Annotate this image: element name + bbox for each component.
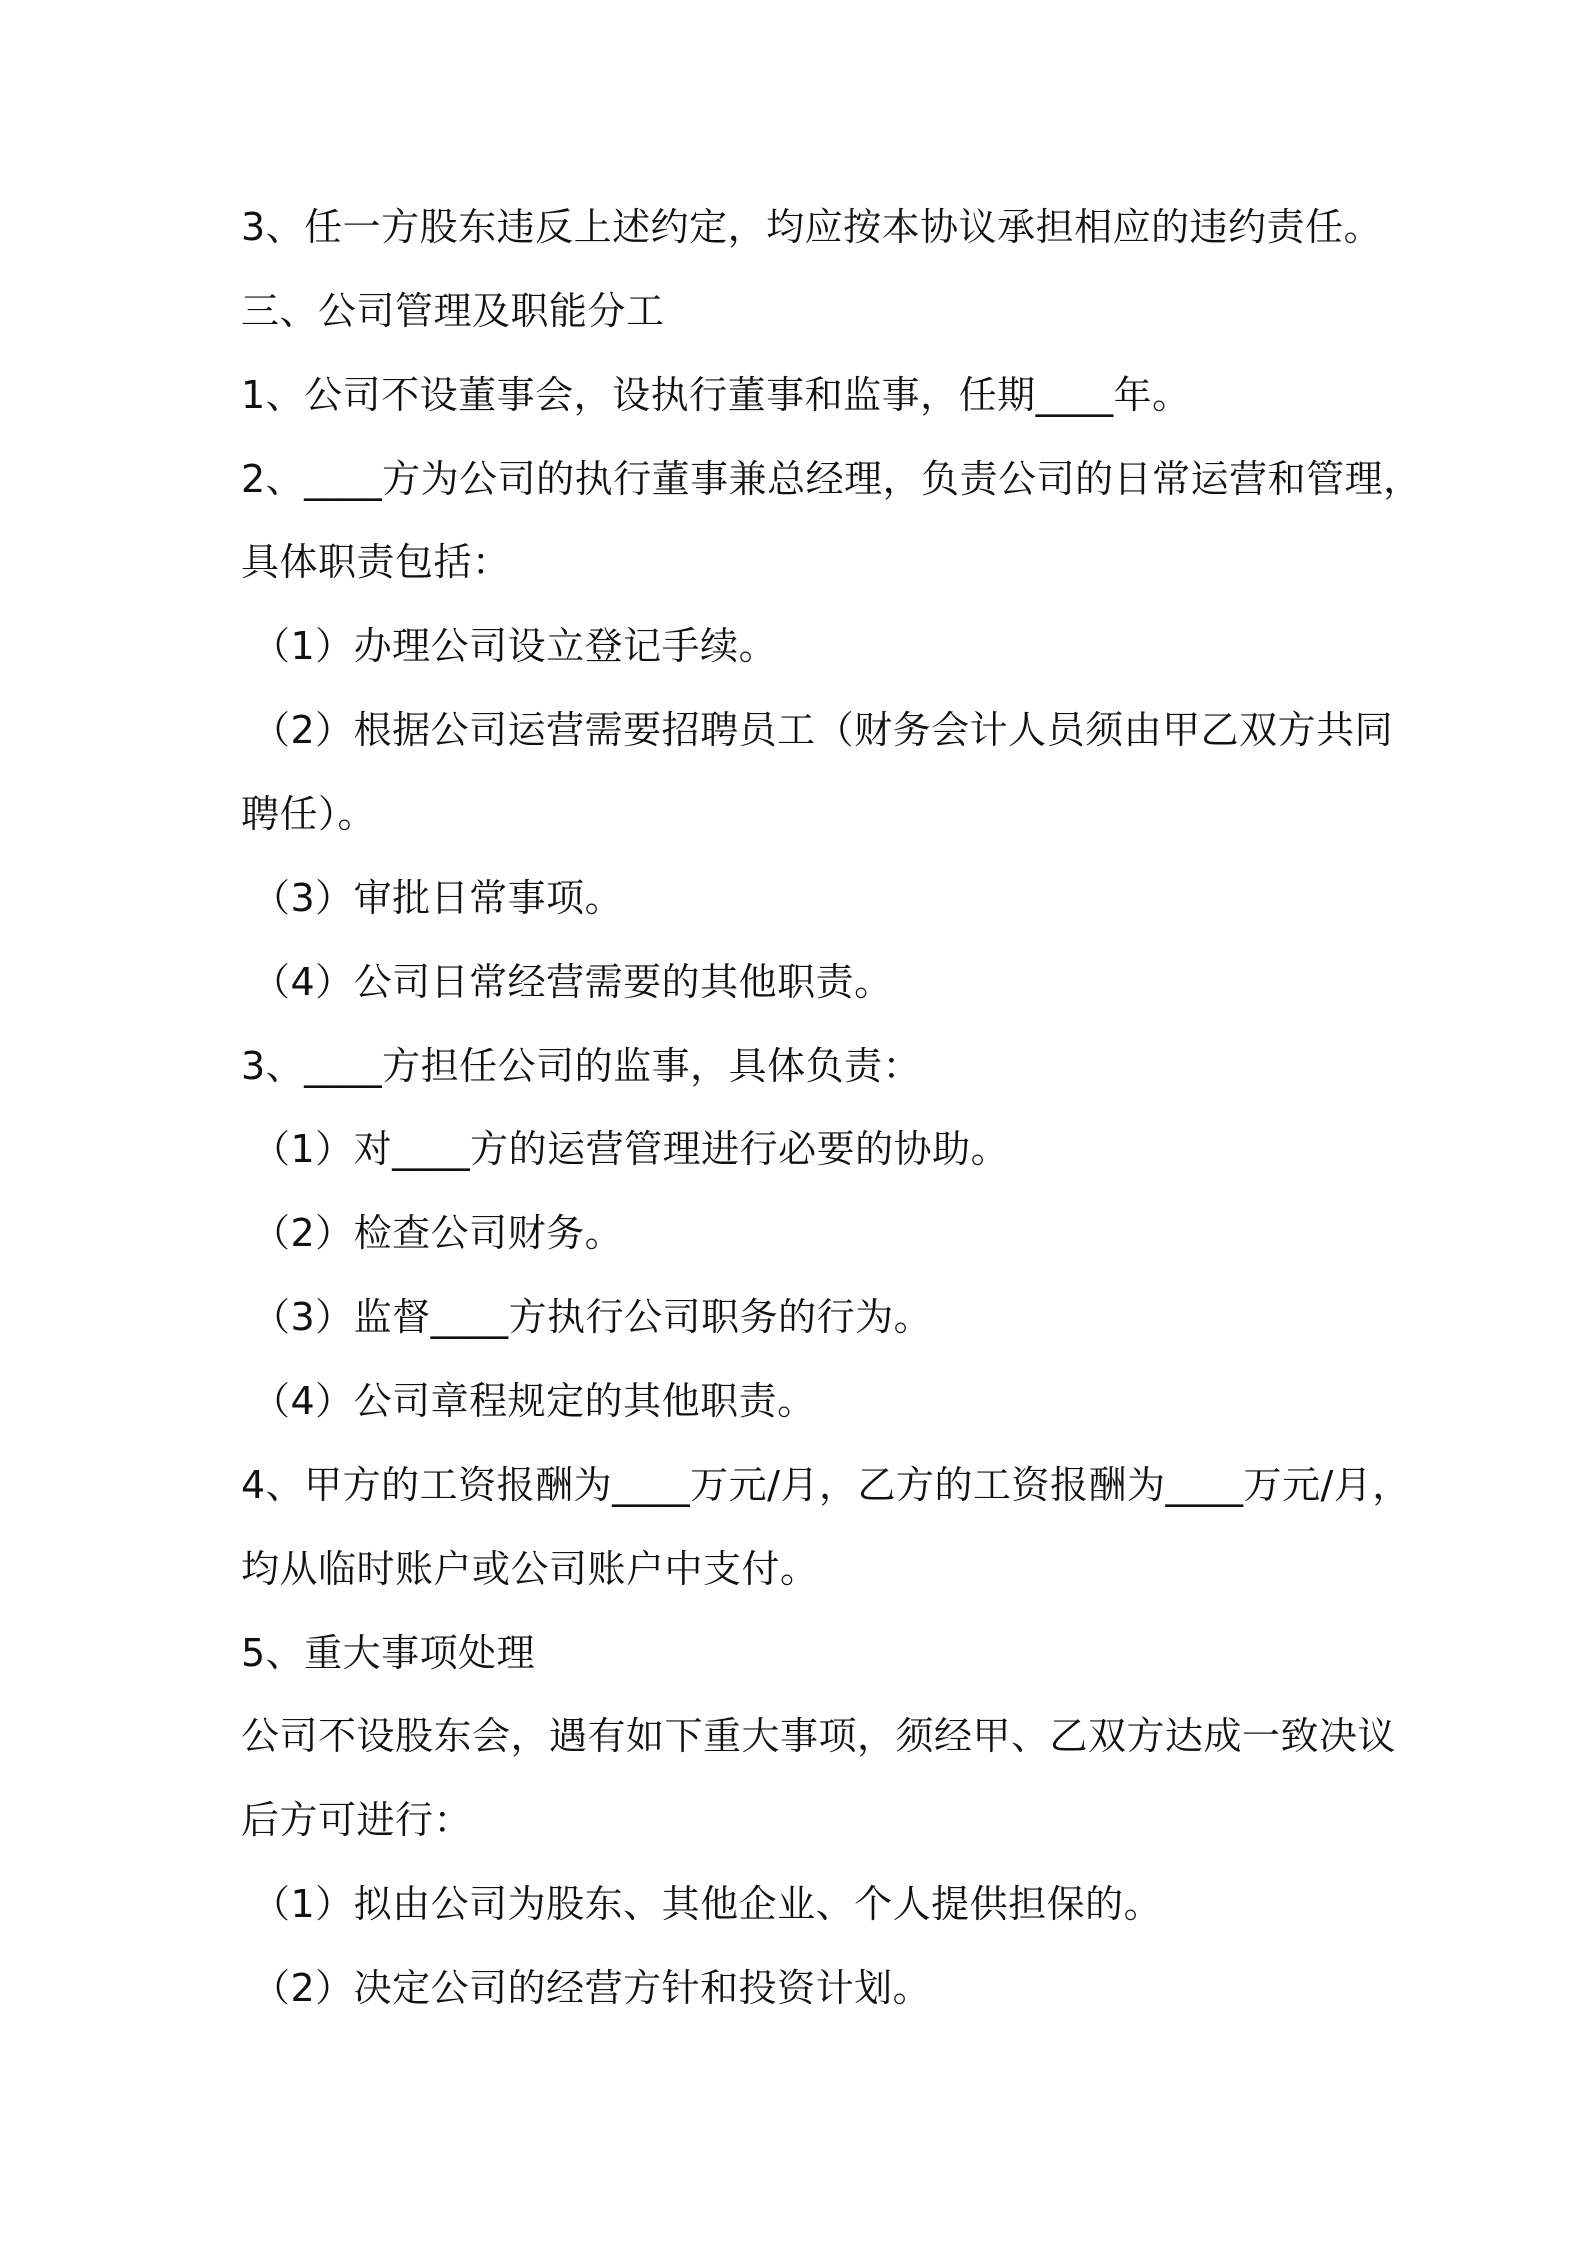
list-item: （4）公司日常经营需要的其他职责。 [252,960,893,1004]
paragraph-line: 3、____方担任公司的监事，具体负责： [241,1044,922,1088]
list-item: （1）拟由公司为股东、其他企业、个人提供担保的。 [252,1882,1163,1926]
section-heading: 三、公司管理及职能分工 [241,289,665,333]
paragraph-line: 4、甲方的工资报酬为____万元/月，乙方的工资报酬为____万元/月， [241,1463,1411,1507]
paragraph-line: 公司不设股东会，遇有如下重大事项，须经甲、乙双方达成一致决议 [241,1714,1397,1758]
list-item: （1）办理公司设立登记手续。 [252,624,778,668]
list-item: （2）根据公司运营需要招聘员工（财务会计人员须由甲乙双方共同 [252,708,1394,752]
list-item: （3）监督____方执行公司职务的行为。 [252,1295,933,1339]
paragraph-line: 后方可进行： [241,1798,473,1842]
list-item: （1）对____方的运营管理进行必要的协助。 [252,1127,1010,1171]
paragraph-line: 均从临时账户或公司账户中支付。 [241,1547,819,1591]
list-item: （2）决定公司的经营方针和投资计划。 [252,1966,932,2010]
list-item: （3）审批日常事项。 [252,876,624,920]
list-item: （2）检查公司财务。 [252,1211,624,1255]
paragraph-line: 5、重大事项处理 [241,1631,536,1675]
paragraph-line: 1、公司不设董事会，设执行董事和监事，任期____年。 [241,373,1191,417]
paragraph-line: 聘任）。 [241,792,377,836]
paragraph-line: 3、任一方股东违反上述约定，均应按本协议承担相应的违约责任。 [241,205,1383,249]
list-item: （4）公司章程规定的其他职责。 [252,1379,816,1423]
paragraph-line: 具体职责包括： [241,540,511,584]
paragraph-line: 2、____方为公司的执行董事兼总经理，负责公司的日常运营和管理， [241,457,1422,501]
